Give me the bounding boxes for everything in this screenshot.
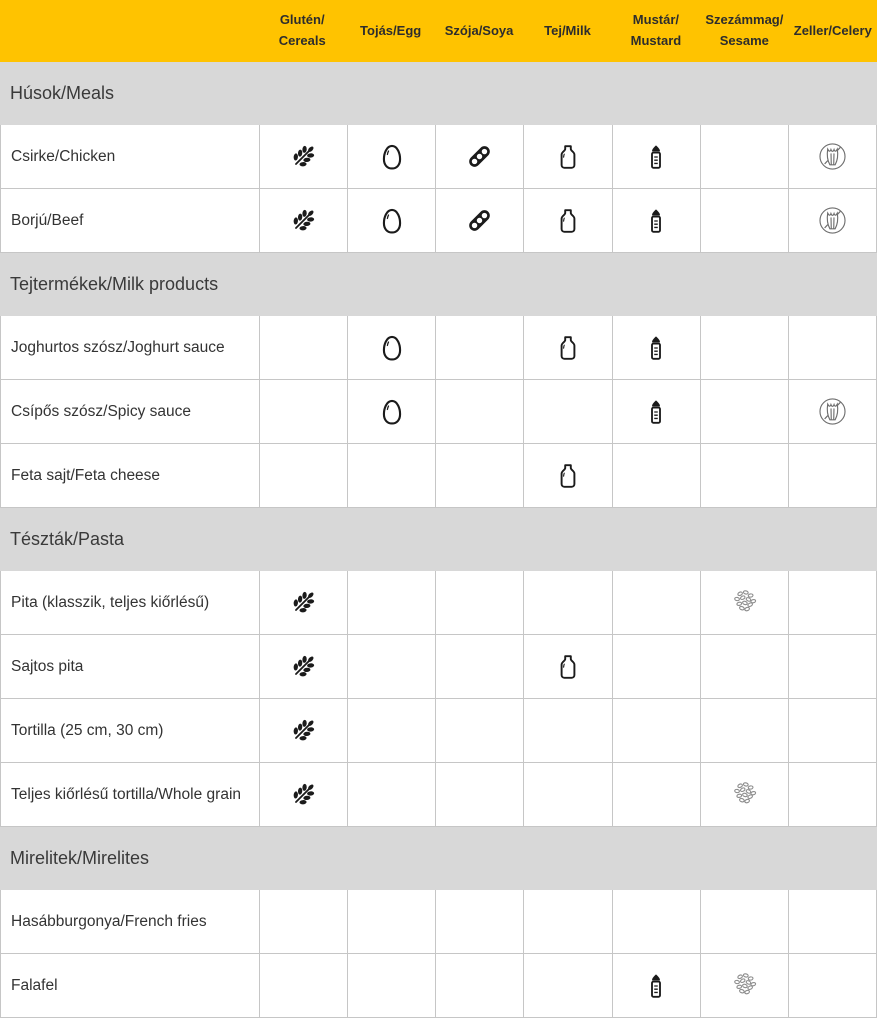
row-label <box>1 635 259 698</box>
allergen-cell-gluten <box>259 763 347 826</box>
section-row <box>0 827 877 890</box>
egg-icon <box>375 204 409 238</box>
table-row <box>0 571 877 635</box>
milk-bottle-icon <box>552 205 584 237</box>
allergen-cell-sesame <box>700 571 788 634</box>
row-label-text: Tortilla (25 cm, 30 cm) <box>11 721 164 739</box>
allergen-cell-soya <box>435 189 523 252</box>
column-header-label: Tej/Milk <box>544 22 591 38</box>
allergen-cell-mustard <box>612 635 700 698</box>
sesame-seeds-icon <box>727 777 762 812</box>
allergen-cell-gluten <box>259 954 347 1017</box>
allergen-cell-egg <box>347 954 435 1017</box>
column-header-label: Szezámmag/ <box>705 12 784 28</box>
allergen-cell-celery <box>788 125 876 188</box>
allergen-cell-gluten <box>259 189 347 252</box>
allergen-cell-soya <box>435 699 523 762</box>
row-label <box>1 763 259 826</box>
wheat-icon <box>287 204 320 237</box>
allergen-cell-soya <box>435 763 523 826</box>
allergen-cell-celery <box>788 571 876 634</box>
section-title: Tejtermékek/Milk products <box>10 274 219 294</box>
allergen-cell-milk <box>523 380 611 443</box>
allergen-cell-mustard <box>612 125 700 188</box>
allergen-table-header <box>0 0 877 62</box>
column-header-mustard <box>612 6 700 56</box>
section-row <box>0 62 877 125</box>
allergen-cell-milk <box>523 316 611 379</box>
allergen-cell-sesame <box>700 316 788 379</box>
row-label <box>1 125 259 188</box>
celery-icon <box>815 203 850 238</box>
milk-bottle-icon <box>552 651 584 683</box>
wheat-icon <box>287 586 320 619</box>
allergen-cell-mustard <box>612 699 700 762</box>
allergen-cell-egg <box>347 444 435 507</box>
table-row <box>0 380 877 444</box>
sesame-seeds-icon <box>727 585 762 620</box>
column-header-egg <box>346 17 434 46</box>
mustard-bottle-icon <box>640 396 672 428</box>
allergen-cell-mustard <box>612 954 700 1017</box>
allergen-cell-celery <box>788 954 876 1017</box>
allergen-cell-sesame <box>700 954 788 1017</box>
allergen-cell-sesame <box>700 890 788 953</box>
row-label <box>1 890 259 953</box>
allergen-cell-milk <box>523 699 611 762</box>
row-label-text: Pita (klasszik, teljes kiőrlésű) <box>11 593 210 611</box>
row-label-text: Teljes kiőrlésű tortilla/Whole grain <box>11 785 242 803</box>
row-label-text: Joghurtos szósz/Joghurt sauce <box>11 338 225 356</box>
allergen-cell-gluten <box>259 125 347 188</box>
milk-bottle-icon <box>552 141 584 173</box>
wheat-icon <box>287 714 320 747</box>
allergen-cell-milk <box>523 444 611 507</box>
header-spacer <box>0 27 258 35</box>
wheat-icon <box>287 140 320 173</box>
milk-bottle-icon <box>552 460 584 492</box>
allergen-cell-milk <box>523 763 611 826</box>
allergen-cell-celery <box>788 380 876 443</box>
allergen-cell-soya <box>435 890 523 953</box>
allergen-cell-soya <box>435 635 523 698</box>
allergen-cell-milk <box>523 125 611 188</box>
mustard-bottle-icon <box>640 332 672 364</box>
allergen-cell-celery <box>788 316 876 379</box>
allergen-cell-sesame <box>700 635 788 698</box>
milk-bottle-icon <box>552 332 584 364</box>
allergen-cell-celery <box>788 890 876 953</box>
mustard-bottle-icon <box>640 970 672 1002</box>
allergen-cell-soya <box>435 316 523 379</box>
allergen-cell-gluten <box>259 571 347 634</box>
section-title: Tészták/Pasta <box>10 529 125 549</box>
allergen-cell-celery <box>788 444 876 507</box>
allergen-cell-egg <box>347 635 435 698</box>
allergen-cell-sesame <box>700 763 788 826</box>
mustard-bottle-icon <box>640 141 672 173</box>
column-header-label: Szója/Soya <box>444 22 514 38</box>
allergen-cell-milk <box>523 189 611 252</box>
row-label-text: Feta sajt/Feta cheese <box>11 466 161 484</box>
allergen-cell-sesame <box>700 380 788 443</box>
allergen-cell-soya <box>435 954 523 1017</box>
table-row <box>0 890 877 954</box>
soy-pod-icon <box>463 140 496 173</box>
allergen-cell-celery <box>788 763 876 826</box>
allergen-cell-soya <box>435 125 523 188</box>
row-label <box>1 699 259 762</box>
column-header-label: Tojás/Egg <box>360 22 422 38</box>
allergen-cell-soya <box>435 571 523 634</box>
row-label-text: Borjú/Beef <box>11 211 84 229</box>
row-label-text: Sajtos pita <box>11 657 84 675</box>
column-header-gluten <box>258 6 346 56</box>
allergen-cell-mustard <box>612 890 700 953</box>
column-header-label: Glutén/ <box>279 12 325 28</box>
table-row <box>0 444 877 508</box>
allergen-cell-milk <box>523 635 611 698</box>
allergen-cell-gluten <box>259 890 347 953</box>
egg-icon <box>375 140 409 174</box>
table-row <box>0 954 877 1018</box>
allergen-cell-mustard <box>612 763 700 826</box>
allergen-cell-gluten <box>259 699 347 762</box>
row-label <box>1 316 259 379</box>
section-title: Húsok/Meals <box>10 83 115 103</box>
allergen-cell-soya <box>435 444 523 507</box>
celery-icon <box>815 394 850 429</box>
celery-icon <box>815 139 850 174</box>
allergen-cell-sesame <box>700 699 788 762</box>
egg-icon <box>375 395 409 429</box>
column-header-celery <box>789 17 877 46</box>
table-row <box>0 635 877 699</box>
allergen-cell-egg <box>347 189 435 252</box>
row-label-text: Csípős szósz/Spicy sauce <box>11 402 192 420</box>
column-header-label: Sesame <box>719 33 769 48</box>
allergen-cell-milk <box>523 571 611 634</box>
allergen-cell-egg <box>347 699 435 762</box>
row-label-text: Falafel <box>11 976 58 994</box>
table-row <box>0 125 877 189</box>
row-label <box>1 189 259 252</box>
allergen-cell-gluten <box>259 444 347 507</box>
section-row <box>0 508 877 571</box>
allergen-cell-egg <box>347 316 435 379</box>
allergen-cell-soya <box>435 380 523 443</box>
allergen-cell-celery <box>788 189 876 252</box>
row-label-text: Hasábburgonya/French fries <box>11 912 207 930</box>
row-label <box>1 954 259 1017</box>
allergen-cell-milk <box>523 954 611 1017</box>
egg-icon <box>375 331 409 365</box>
row-label <box>1 380 259 443</box>
column-header-sesame <box>700 6 788 56</box>
table-row <box>0 763 877 827</box>
table-row <box>0 316 877 380</box>
section-title: Mirelitek/Mirelites <box>10 848 150 868</box>
allergen-cell-sesame <box>700 189 788 252</box>
allergen-table-body <box>0 62 877 1018</box>
column-header-milk <box>523 17 611 46</box>
allergen-cell-celery <box>788 699 876 762</box>
wheat-icon <box>287 650 320 683</box>
soy-pod-icon <box>463 204 496 237</box>
allergen-cell-egg <box>347 571 435 634</box>
column-header-label: Mustard <box>630 33 682 48</box>
allergen-cell-mustard <box>612 189 700 252</box>
table-row <box>0 189 877 253</box>
allergen-cell-gluten <box>259 380 347 443</box>
row-label <box>1 444 259 507</box>
allergen-cell-mustard <box>612 316 700 379</box>
column-header-soya <box>435 17 523 46</box>
allergen-cell-sesame <box>700 125 788 188</box>
allergen-cell-egg <box>347 380 435 443</box>
section-row <box>0 253 877 316</box>
sesame-seeds-icon <box>727 968 762 1003</box>
allergen-cell-mustard <box>612 380 700 443</box>
allergen-cell-celery <box>788 635 876 698</box>
allergen-cell-egg <box>347 890 435 953</box>
allergen-cell-gluten <box>259 635 347 698</box>
allergen-cell-milk <box>523 890 611 953</box>
column-header-label: Cereals <box>278 33 326 48</box>
row-label-text: Csirke/Chicken <box>11 147 116 165</box>
allergen-cell-mustard <box>612 571 700 634</box>
row-label <box>1 571 259 634</box>
allergen-cell-mustard <box>612 444 700 507</box>
column-header-label: Zeller/Celery <box>793 22 872 38</box>
allergen-cell-egg <box>347 125 435 188</box>
allergen-cell-sesame <box>700 444 788 507</box>
table-row <box>0 699 877 763</box>
column-header-label: Mustár/ <box>632 12 680 28</box>
allergen-cell-gluten <box>259 316 347 379</box>
wheat-icon <box>287 778 320 811</box>
mustard-bottle-icon <box>640 205 672 237</box>
allergen-cell-egg <box>347 763 435 826</box>
